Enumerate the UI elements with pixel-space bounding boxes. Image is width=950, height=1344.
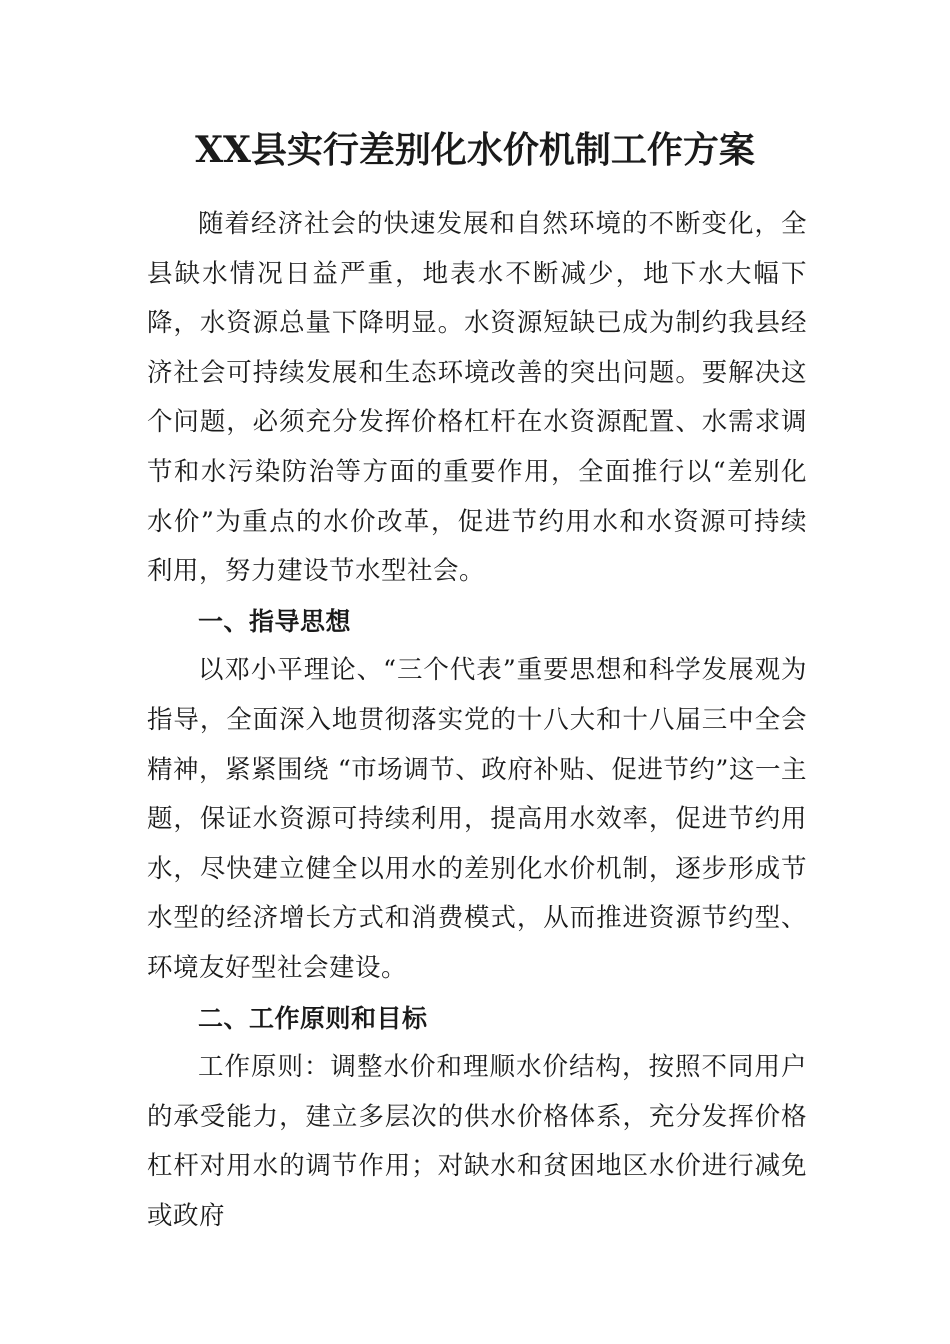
section-body-principles-goals: 工作原则：调整水价和理顺水价结构，按照不同用户的承受能力，建立多层次的供水价格体系，充分发挥价格杠杆对用水的调节作用；对缺水和贫困地区水价进行减免或政府 (147, 1052, 807, 1231)
section-body-guiding-ideology: 以邓小平理论、“三个代表”重要思想和科学发展观为指导，全面深入地贯彻落实党的十八大和十八届三中全会精神，紧紧围绕 “市场调节、政府补贴、促进节约”这一主题，保证水资源可持续利用，提高用水效率，促进节约用水，尽快建立健全以用水的差别化水价机制，逐步形成节水型的经济增长方式和消费模式，从而推进资源节约型、环境友好型社会建设。 (147, 655, 807, 983)
section-heading-guiding-ideology: 一、指导思想 (198, 606, 352, 636)
intro-paragraph: 随着经济社会的快速发展和自然环境的不断变化，全县缺水情况日益严重，地表水不断减少，地下水大幅下降，水资源总量下降明显。水资源短缺已成为制约我县经济社会可持续发展和生态环境改善的突出问题。要解决这个问题，必须充分发挥价格杠杆在水资源配置、水需求调节和水污染防治等方面的重要作用，全面推行以“差别化水价”为重点的水价改革，促进节约用水和水资源可持续利用，努力建设节水型社会。 (147, 209, 807, 587)
document-body (147, 200, 807, 1241)
document-title: XX县实行差别化水价机制工作方案 (195, 129, 755, 171)
section-heading-principles-goals: 二、工作原则和目标 (198, 1003, 428, 1033)
